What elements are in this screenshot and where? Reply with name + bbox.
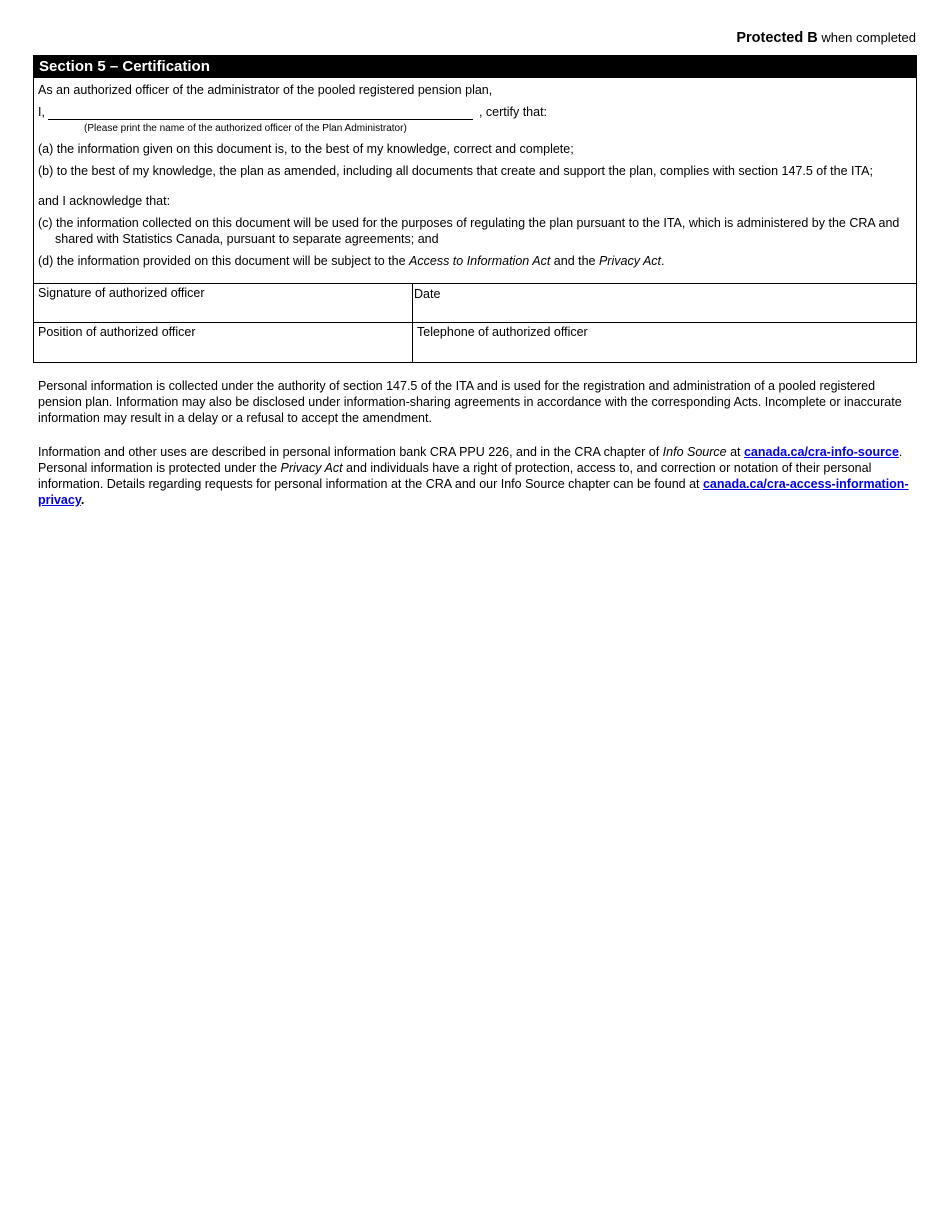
- date-label: Date: [414, 287, 441, 301]
- item-a: (a) the information given on this document is, to the best of my knowledge, correct and complete;: [38, 142, 574, 156]
- privacy-act: Privacy Act: [598, 254, 662, 268]
- info-source-link[interactable]: canada.ca/cra-info-source: [743, 445, 899, 459]
- position-field[interactable]: [34, 323, 413, 362]
- item-d-text: (d) the information provided on this document will be subject to the: [38, 254, 410, 268]
- para2-text-c: . Personal information is protected under the: [38, 445, 903, 475]
- position-label: Position of authorized officer: [38, 325, 196, 339]
- acknowledge-text: and I acknowledge that:: [38, 194, 171, 208]
- certification-section: [33, 55, 917, 363]
- i-label: I,: [38, 105, 45, 119]
- certify-label: , certify that:: [478, 105, 548, 119]
- signature-label: Signature of authorized officer: [38, 286, 205, 300]
- intro-text: As an authorized officer of the administrator of the pooled registered pension plan,: [38, 83, 493, 97]
- telephone-field[interactable]: [413, 323, 916, 362]
- officer-name-field[interactable]: [48, 104, 473, 120]
- access-information-privacy-link[interactable]: canada.ca/cra-access-information-privacy: [38, 477, 909, 507]
- privacy-paragraph-1: Personal information is collected under the authority of section 147.5 of the ITA and is used for the registration and administration of a pooled registered pension plan. Information may also be disclosed under information-sharing agreements in accordance with the corresponding Acts. Incomplete or inaccurate information may result in a delay or a refusal to accept the amendment.: [38, 379, 902, 425]
- when-completed-label: when completed: [817, 30, 916, 45]
- section-title: Section 5 – Certification: [34, 56, 916, 78]
- telephone-label: Telephone of authorized officer: [417, 325, 588, 339]
- signature-grid: [34, 283, 916, 362]
- privacy-notes: [38, 378, 910, 526]
- signature-field[interactable]: [34, 284, 413, 323]
- item-d-and: and the: [550, 254, 599, 268]
- privacy-paragraph-2: [38, 444, 910, 508]
- item-d-period: .: [661, 254, 665, 268]
- para2-text-e: .: [80, 493, 85, 507]
- officer-name-row: [38, 104, 912, 120]
- officer-name-caption: (Please print the name of the authorized officer of the Plan Administrator): [84, 123, 407, 134]
- date-field[interactable]: [413, 284, 916, 323]
- protected-b-label: Protected B: [736, 30, 818, 46]
- item-b: (b) to the best of my knowledge, the plan as amended, including all documents that create and support the plan, complies with section 147.5 of the ITA;: [38, 164, 873, 178]
- protected-b-notice: [736, 30, 916, 46]
- item-c: (c) the information collected on this document will be used for the purposes of regulating the plan pursuant to the ITA, which is administered by the CRA and shared with Statistics Canada, pursuant to separate agreements; and: [38, 216, 900, 246]
- certification-body: [34, 78, 916, 283]
- item-d: [38, 253, 912, 269]
- access-to-information-act: Access to Information Act: [409, 254, 551, 268]
- para2-text-b: at: [726, 445, 744, 459]
- info-source-title: Info Source: [662, 445, 727, 459]
- privacy-act-title: Privacy Act: [280, 461, 343, 475]
- para2-text-d: and individuals have a right of protection, access to, and correction or notation of their personal information. Details regarding requests for personal information at the CRA and our Info Source chapter can be found at: [38, 461, 872, 491]
- para2-text-a: Information and other uses are described in personal information bank CRA PPU 226, and in the CRA chapter of: [38, 445, 663, 459]
